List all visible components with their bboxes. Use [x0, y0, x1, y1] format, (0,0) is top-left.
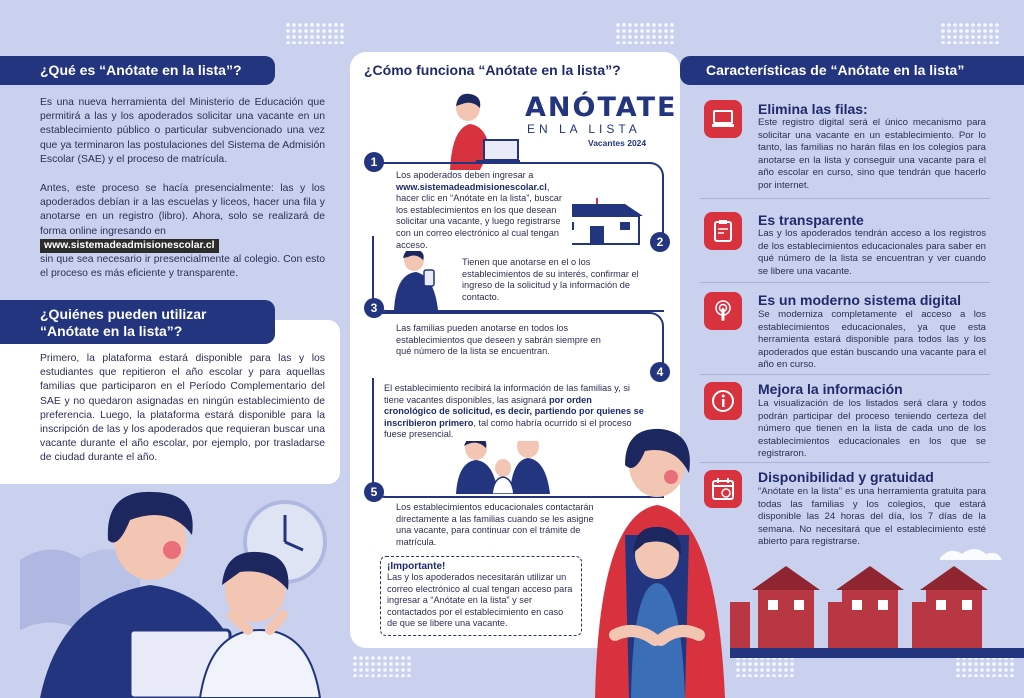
sae-url-link[interactable]: www.sistemadeadmisionescolar.cl [40, 239, 219, 253]
dot-pattern [735, 655, 795, 677]
mother-child-laptop-illustration [0, 480, 345, 698]
dot-pattern [955, 655, 1015, 677]
who-can-paragraph: Primero, la plataforma estará disponible para las y los estudiantes que repitieron el año escolar y para aquellas familias que participaron en el Período Complementario del SAE y no quedaron asignadas en ningún establecimiento de preferencia. Luego, la plataforma estará disponible para la inscripción de las y los apoderados que requieran buscar una vacante durante el año escolar, por ejemplo, por trasladarse de ciudad durante el año. [40, 353, 325, 464]
divider [700, 282, 990, 283]
step-5-number: 5 [364, 482, 384, 502]
feature-4-title: Mejora la información [758, 381, 903, 397]
anotate-logo: ANÓTATE [525, 92, 678, 123]
feature-3-text: Se moderniza completamente el acceso a los establecimientos educacionales, ya que esta herramienta estará disponible para todos las y los apoderados que están buscando una vacante para el año en curso. [758, 309, 986, 371]
divider [700, 462, 990, 463]
anotate-logo-subtitle: EN LA LISTA [527, 122, 641, 136]
feature-1-title: Elimina las filas: [758, 101, 868, 117]
feature-4-text: La visualización de los listados será clara y todos podrán participar del proceso teniendo certeza del número que tienen en la lista de cada uno de los establecimientos educacionales en los que se registraron. [758, 398, 986, 460]
person-laptop-illustration [440, 90, 520, 170]
feature-2-title: Es transparente [758, 212, 864, 228]
clipboard-icon [712, 219, 734, 243]
laptop-icon [711, 109, 735, 129]
what-is-header [0, 56, 275, 85]
feature-icon-box [704, 382, 742, 420]
feature-1-text: Este registro digital será el único mecanismo para solicitar una vacante en un establecimiento. Por lo tanto, las familias no harán filas en los colegios para anotarse en la lista y conseguir una vacante para el año escolar en curso, sino que tendrán que hacerlo por internet. [758, 117, 986, 191]
features-title: Características de “Anótate en la lista” [706, 62, 965, 78]
step-4-text: El establecimiento recibirá la información de las familias y, si tiene vacantes disponibles, las asignará por orden cronológico de solicitud, es decir, partiendo por quienes se inscribieron primero, tal como habría ocurrido si el proceso fuese presencial. [384, 383, 646, 441]
how-it-works-title: ¿Cómo funciona “Anótate en la lista”? [364, 62, 621, 78]
houses-illustration [730, 540, 1024, 658]
features-header [680, 56, 1024, 85]
step-1-text: Los apoderados deben ingresar a www.sistemadeadmisionescolar.cl, hacer clic en “Anótate en la lista”, buscar los establecimientos en los que desean solicitar una vacante, y luego registrarse con un correo electrónico al cual tengan acceso. [396, 170, 572, 251]
step-3-text: Las familias pueden anotarse en todos los establecimientos que deseen y sabrán siempre en qué número de la lista se encuentran. [396, 323, 610, 358]
what-is-title: ¿Qué es “Anótate en la lista”? [40, 62, 242, 78]
step-1-number: 1 [364, 152, 384, 172]
touch-icon [712, 299, 734, 323]
anotate-logo-year: Vacantes 2024 [588, 138, 647, 148]
dot-pattern [615, 22, 675, 44]
feature-icon-box [704, 292, 742, 330]
step-1-url[interactable]: www.sistemadeadmisionescolar.cl [396, 181, 547, 192]
who-can-header-front: ¿Quiénes pueden utilizar “Anótate en la lista”? [0, 300, 275, 344]
dot-pattern [940, 22, 1000, 44]
step-4-number: 4 [650, 362, 670, 382]
feature-2-text: Las y los apoderados tendrán acceso a los registros de los establecimientos educacionales para saber en qué número de la lista se encuentran y ver cuando se libere una vacante. [758, 228, 986, 277]
feature-5-text: “Anótate en la lista” es una herramienta gratuita para todas las familias y los colegios, que estará disponible las 24 horas del día, los 7 días de la semana. No necesitará que el establecimiento esté abierto para registrarse. [758, 486, 986, 548]
calendar-icon [711, 477, 735, 501]
what-is-paragraph-1: Es una nueva herramienta del Ministerio de Educación que permitirá a las y los apoderados solicitar una vacante en un establecimiento público o particular subvencionado una vez que ya terminaron las postulaciones del Sistema de Admisión Escolar (SAE) y el proceso de matrícula. [40, 97, 325, 165]
woman-phone-illustration [390, 248, 445, 310]
feature-3-title: Es un moderno sistema digital [758, 292, 962, 308]
feature-5-title: Disponibilidad y gratuidad [758, 469, 934, 485]
feature-icon-box [704, 470, 742, 508]
family-illustration [448, 434, 558, 494]
feature-icon-box [704, 100, 742, 138]
step-3-number: 3 [364, 298, 384, 318]
info-icon [711, 389, 735, 413]
dot-pattern [285, 22, 345, 44]
divider [700, 198, 990, 199]
divider [700, 374, 990, 375]
dot-pattern [352, 655, 412, 677]
important-note [380, 556, 582, 636]
step-2-number: 2 [650, 232, 670, 252]
important-text: Las y los apoderados necesitarán utilizar un correo electrónico al cual tengan acceso para ingresar a “Anótate en la lista” y ser contactados por el establecimiento en caso de que se libere una vacante. [387, 572, 573, 629]
step-2-text: Tienen que anotarse en el o los establecimientos de su interés, confirmar el ingreso de la solicitud y la información de contacto. [462, 257, 648, 303]
mother-daughter-illustration [585, 425, 735, 698]
step-5-text: Los establecimientos educacionales contactarán directamente a las familias cuando se les asigne una vacante, para continuar con el trámite de matrícula. [396, 502, 596, 548]
important-title: ¡Importante! [387, 561, 446, 572]
feature-icon-box [704, 212, 742, 250]
what-is-paragraph-2: Antes, este proceso se hacía presencialmente: las y los apoderados debían ir a las escuelas y liceos, hacer una fila y anotarse en un registro (libro). Ahora, solo se realizará de forma online ingresando en www.sistemadeadmisionescolar.cl sin que sea necesario ir presencialmente al colegio. Con esto el proceso es más eficiente y transparente. [40, 183, 325, 280]
